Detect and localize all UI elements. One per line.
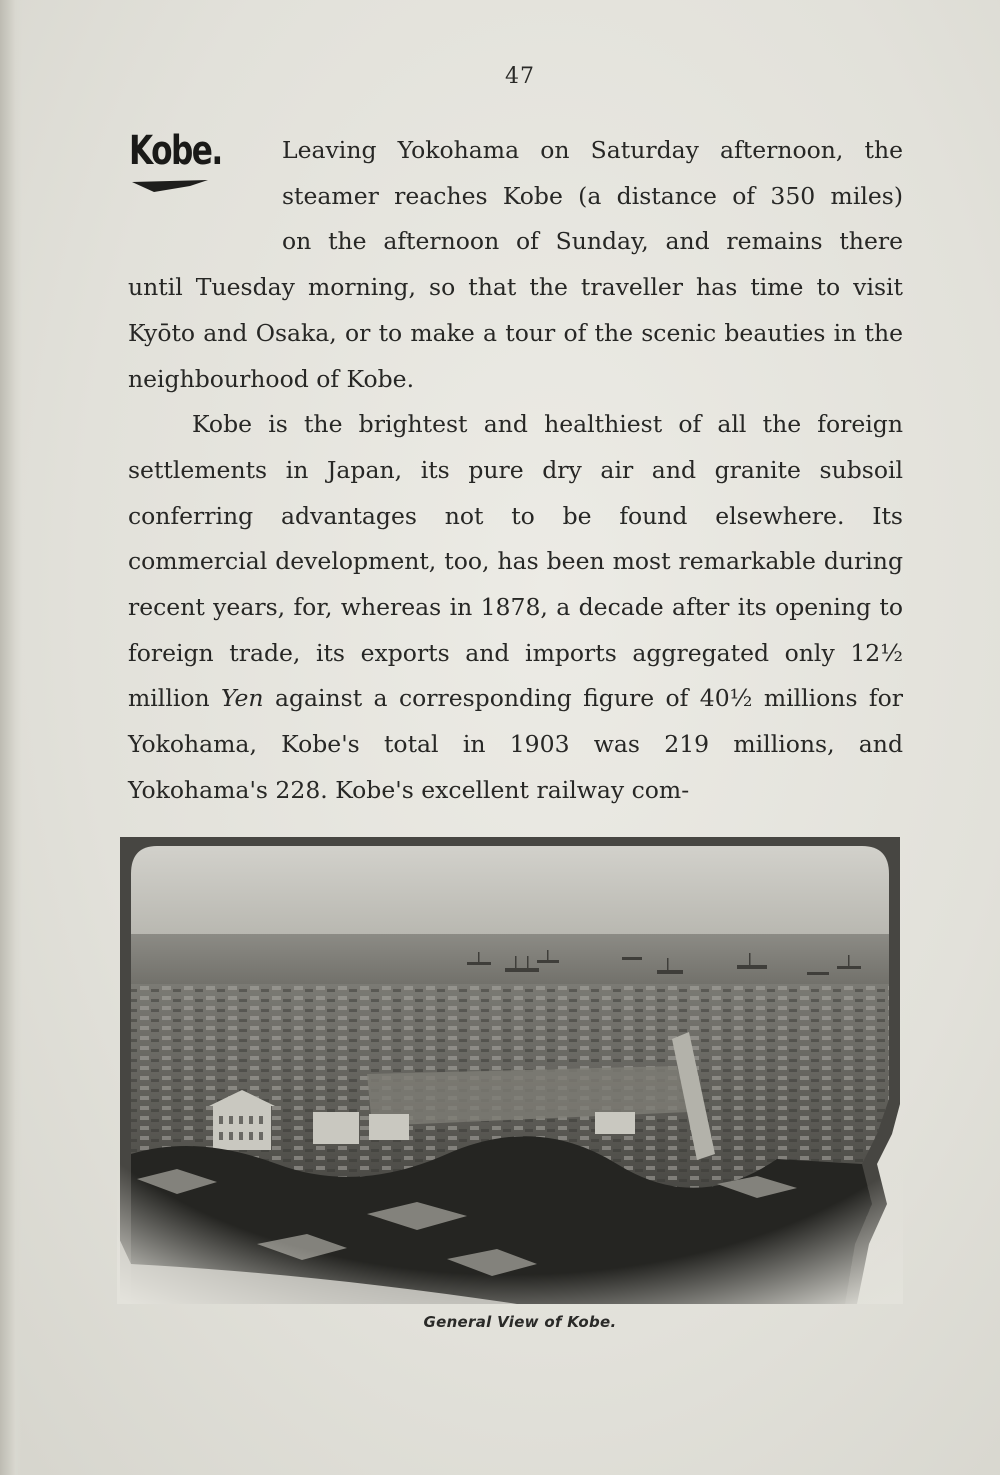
paragraph-intro [128, 128, 903, 402]
intro-line-3: on the afternoon of Sunday, and remains there [282, 227, 903, 256]
intro-line-1: Leaving Yokohama on Saturday afternoon, the [282, 136, 903, 164]
commerce-text-1: Kobe is the brightest and healthiest of all the foreign settlements in Japan, its pure dry air and granite subsoil conferring advantages not to be found elsewhere. Its commercial development, too, has been most remarkable during recent years, for, whereas in 1878, a decade after its opening to foreign trade, its exports and imports aggregated only 12½ million [128, 410, 903, 713]
paragraph-commerce [128, 402, 903, 813]
kobe-panorama-photo [117, 834, 903, 1304]
section-heading: Kobe. [129, 128, 222, 174]
intro-line-2: steamer reaches Kobe (a distance of 350 miles) [282, 181, 903, 210]
page-gutter-shadow [0, 0, 22, 1475]
page-number: 47 [505, 64, 535, 89]
intro-rest: until Tuesday morning, so that the traveller has time to visit Kyōto and Osaka, or to make a tour of the scenic beauties in the neighbourhood of Kobe. [128, 273, 903, 393]
currency-word: Yen [221, 684, 264, 713]
photo-caption: General View of Kobe. [423, 1313, 617, 1331]
body-text [128, 128, 903, 814]
commerce-text-2: against a corresponding figure of 40½ millions for Yokohama, Kobe's total in 1903 was 219 millions, and Yokohama's 228. Kobe's excellent railway com- [128, 684, 903, 804]
